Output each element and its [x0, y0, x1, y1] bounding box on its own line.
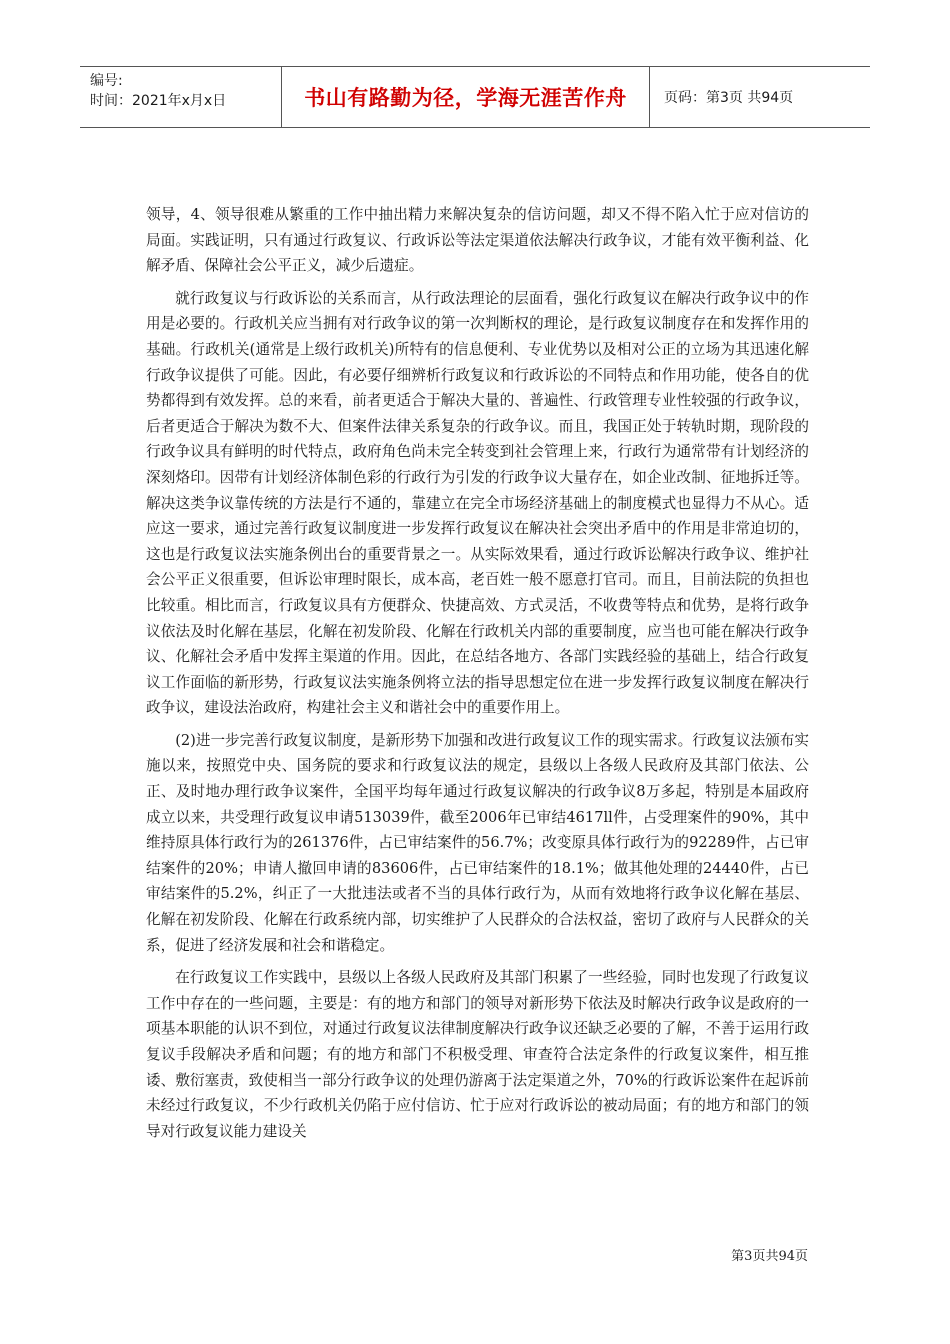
header-motto-cell [282, 67, 650, 127]
paragraph: (2)进一步完善行政复议制度，是新形势下加强和改进行政复议工作的现实需求。行政复议法颁布实施以来，按照党中央、国务院的要求和行政复议法的规定，县级以上各级人民政府及其部门依法、公正、及时地办理行政争议案件，全国平均每年通过行政复议解决的行政争议8万多起，特别是本届政府成立以来，共受理行政复议申请513039件，截至2006年已审结4617ll件，占受理案件的90%，其中维持原具体行政行为的261376件，占已审结案件的56.7%；改变原具体行政行为的92289件，占已审结案件的20%；申请人撤回申请的83606件，占已审结案件的18.1%；做其他处理的24440件，占已审结案件的5.2%，纠正了一大批违法或者不当的具体行政行为，从而有效地将行政争议化解在基层、化解在初发阶段、化解在行政系统内部，切实维护了人民群众的合法权益，密切了政府与人民群众的关系，促进了经济发展和社会和谐稳定。 [146, 731, 809, 954]
header-page-cell [650, 67, 870, 127]
paragraph-continuation: 领导，4、领导很难从繁重的工作中抽出精力来解决复杂的信访问题，却又不得不陷入忙于应对信访的局面。实践证明，只有通过行政复议、行政诉讼等法定渠道依法解决行政争议，才能有效平衡利益、化解矛盾、保障社会公平正义，减少后遗症。 [146, 206, 809, 275]
paragraph: 就行政复议与行政诉讼的关系而言，从行政法理论的层面看，强化行政复议在解决行政争议中的作用是必要的。行政机关应当拥有对行政争议的第一次判断权的理论，是行政复议制度存在和发挥作用的基础。行政机关(通常是上级行政机关)所特有的信息便利、专业优势以及相对公正的立场为其迅速化解行政争议提供了可能。因此，有必要仔细辨析行政复议和行政诉讼的不同特点和作用功能，使各自的优势都得到有效发挥。总的来看，前者更适合于解决大量的、普遍性、行政管理专业性较强的行政争议，后者更适合于解决为数不大、但案件法律关系复杂的行政争议。而且，我国正处于转轨时期，现阶段的行政争议具有鲜明的时代特点，政府角色尚未完全转变到社会管理上来，行政行为通常带有计划经济的深刻烙印。因带有计划经济体制色彩的行政行为引发的行政争议大量存在，如企业改制、征地拆迁等。解决这类争议靠传统的方法是行不通的，靠建立在完全市场经济基础上的制度模式也显得力不从心。适应这一要求，通过完善行政复议制度进一步发挥行政复议在解决社会突出矛盾中的作用是非常迫切的，这也是行政复议法实施条例出台的重要背景之一。从实际效果看，通过行政诉讼解决行政争议、维护社会公平正义很重要，但诉讼审理时限长，成本高，老百姓一般不愿意打官司。而且，目前法院的负担也比较重。相比而言，行政复议具有方便群众、快捷高效、方式灵活，不收费等特点和优势，是将行政争议依法及时化解在基层，化解在初发阶段、化解在行政机关内部的重要制度，应当也可能在解决行政争议、化解社会矛盾中发挥主渠道的作用。因此，在总结各地方、各部门实践经验的基础上，结合行政复议工作面临的新形势，行政复议法实施条例将立法的指导思想定位在进一步发挥行政复议制度在解决行政争议，建设法治政府，构建社会主义和谐社会中的重要作用上。 [146, 289, 809, 717]
footer-page-number: 第3页共94页 [731, 1249, 808, 1264]
document-body [146, 202, 809, 1151]
page-header [80, 66, 870, 128]
document-number-label: 编号: [90, 73, 123, 89]
header-meta [80, 67, 282, 127]
paragraph: 在行政复议工作实践中，县级以上各级人民政府及其部门积累了一些经验，同时也发现了行政复议工作中存在的一些问题，主要是：有的地方和部门的领导对新形势下依法及时解决行政争议是政府的一项基本职能的认识不到位，对通过行政复议法律制度解决行政争议还缺乏必要的了解，不善于运用行政复议手段解决矛盾和问题；有的地方和部门不积极受理、审查符合法定条件的行政复议案件，相互推诿、敷衍塞责，致使相当一部分行政争议的处理仍游离于法定渠道之外，70%的行政诉讼案件在起诉前未经过行政复议，不少行政机关仍陷于应付信访、忙于应对行政诉讼的被动局面；有的地方和部门的领导对行政复议能力建设关 [146, 969, 809, 1140]
header-page-number: 页码：第3页 共94页 [664, 90, 794, 106]
page-footer [731, 1245, 808, 1264]
document-time-label: 时间：2021年x月x日 [90, 93, 227, 109]
header-motto: 书山有路勤为径，学海无涯苦作舟 [304, 86, 627, 110]
